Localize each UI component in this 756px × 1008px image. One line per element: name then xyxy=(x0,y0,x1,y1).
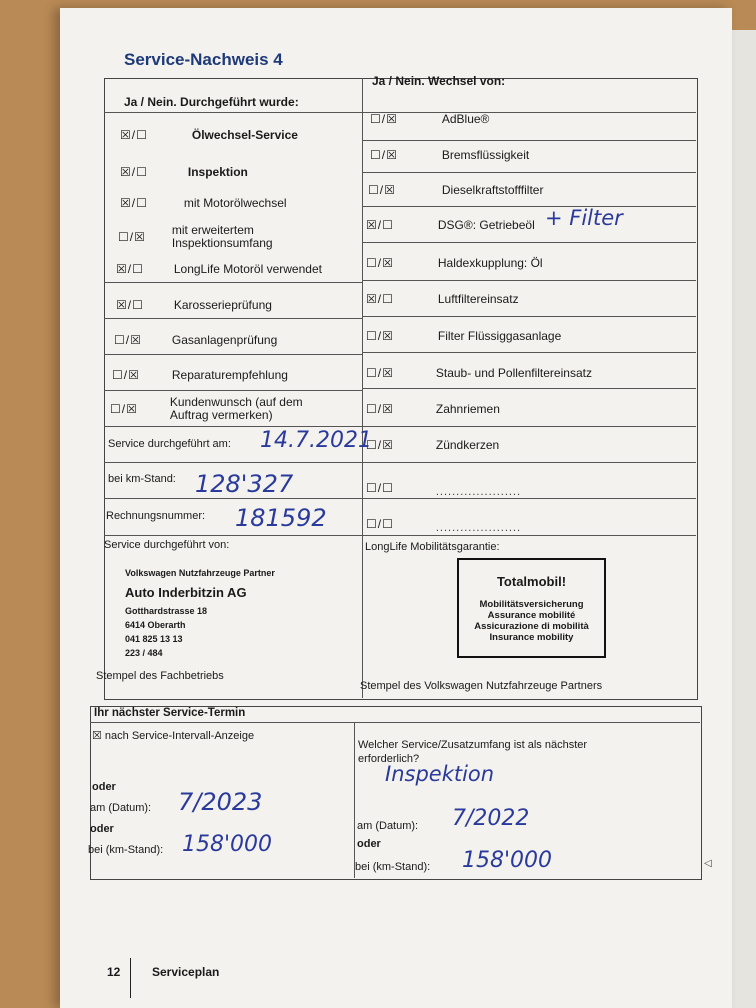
next-column-divider xyxy=(354,722,355,878)
item-label: AdBlue® xyxy=(441,111,490,126)
left-item-1 xyxy=(120,165,248,179)
right-item-7 xyxy=(366,366,592,380)
stamp-line: Insurance mobility xyxy=(489,632,574,643)
item-label: Filter Flüssiggasanlage xyxy=(437,328,562,343)
right-item-2 xyxy=(368,183,543,197)
item-label: ..................... xyxy=(435,486,522,498)
item-label: Reparaturempfehlung xyxy=(171,367,288,382)
checkbox-pair[interactable]: ☐/☒ xyxy=(366,402,394,416)
checkbox-pair[interactable]: ☒/☐ xyxy=(366,218,394,232)
left-header: Ja / Nein. Durchgeführt wurde: xyxy=(124,95,299,109)
right-item-9 xyxy=(366,438,499,452)
stamp-line: Assicurazione di mobilità xyxy=(474,621,589,632)
right-item-3 xyxy=(366,218,535,232)
dealer-name: Auto Inderbitzin AG xyxy=(125,585,247,600)
item-label: mit Motorölwechsel xyxy=(183,195,287,210)
item-label: DSG®: Getriebeöl xyxy=(437,217,535,232)
next-date-right-label: am (Datum): xyxy=(357,820,419,832)
checkbox-pair[interactable]: ☐/☒ xyxy=(368,183,396,197)
which-service-handwritten: Inspektion xyxy=(385,762,495,786)
dealer-line: Volkswagen Nutzfahrzeuge Partner xyxy=(125,568,275,578)
checkbox-pair[interactable]: ☐/☒ xyxy=(118,230,146,244)
item-label: Staub- und Pollenfiltereinsatz xyxy=(435,365,592,380)
item-label: LongLife Motoröl verwendet xyxy=(173,261,322,276)
page-number: 12 xyxy=(107,965,121,979)
left-item-7 xyxy=(112,368,288,382)
next-km-right-handwritten: 158'000 xyxy=(462,848,553,873)
checkbox-pair[interactable]: ☐/☒ xyxy=(112,368,140,382)
row-rule xyxy=(104,282,362,283)
right-item-1 xyxy=(370,148,529,162)
mobility-label: LongLife Mobilitätsgarantie: xyxy=(365,541,500,553)
right-item-10 xyxy=(366,476,521,499)
dealer-stamp xyxy=(125,566,275,660)
oder-1: oder xyxy=(92,781,116,793)
next-km-left-handwritten: 158'000 xyxy=(182,832,273,857)
item-label: mit erweitertem Inspektionsumfang xyxy=(171,223,273,250)
invoice-label: Rechnungsnummer: xyxy=(106,510,206,522)
row-rule xyxy=(362,172,696,173)
checkbox-pair[interactable]: ☐/☒ xyxy=(370,112,398,126)
checkbox-pair[interactable]: ☐/☒ xyxy=(370,148,398,162)
next-header-rule xyxy=(90,722,700,723)
left-item-0 xyxy=(120,128,298,142)
checkbox-pair[interactable]: ☒/☐ xyxy=(116,298,144,312)
right-header: Ja / Nein. Wechsel von: xyxy=(372,74,506,88)
row-rule xyxy=(362,206,696,207)
checkbox-pair[interactable]: ☐/☒ xyxy=(366,329,394,343)
row-rule xyxy=(104,318,362,319)
item-label: Zahnriemen xyxy=(435,401,500,416)
checkbox-pair[interactable]: ☒/☐ xyxy=(366,292,394,306)
item-label: Bremsflüssigkeit xyxy=(441,147,530,162)
row-rule xyxy=(362,388,696,389)
item-label: Luftfiltereinsatz xyxy=(437,291,519,306)
oder-2: oder xyxy=(90,823,114,835)
left-item-5 xyxy=(116,298,272,312)
next-date-left-label: am (Datum): xyxy=(90,802,152,814)
item-label: Gasanlagenprüfung xyxy=(171,332,278,347)
stamp-brand: Totalmobil! xyxy=(496,574,567,589)
row-rule xyxy=(362,352,696,353)
checkbox-pair[interactable]: ☐/☒ xyxy=(366,438,394,452)
checkbox-pair[interactable]: ☐/☐ xyxy=(366,516,394,531)
next-km-left-label: bei (km-Stand): xyxy=(88,844,164,856)
checkbox-pair[interactable]: ☒/☐ xyxy=(120,196,148,210)
row-rule xyxy=(362,242,696,243)
stamp-right-label: Stempel des Volkswagen Nutzfahrzeuge Partners xyxy=(360,680,603,692)
right-item-11 xyxy=(366,512,521,535)
next-interval-option[interactable]: ☒ nach Service-Intervall-Anzeige xyxy=(92,730,255,742)
right-item-0 xyxy=(370,112,489,126)
row-rule xyxy=(104,390,362,391)
checkbox-pair[interactable]: ☒/☐ xyxy=(120,128,148,142)
next-km-right-label: bei (km-Stand): xyxy=(355,861,431,873)
dealer-line: 223 / 484 xyxy=(125,648,163,658)
dealer-line: 6414 Oberarth xyxy=(125,620,186,630)
checkbox-pair[interactable]: ☐/☒ xyxy=(110,402,138,416)
right-item-4 xyxy=(366,256,543,270)
footer-divider xyxy=(130,958,131,998)
left-item-8 xyxy=(110,396,350,422)
right-item-6 xyxy=(366,329,561,343)
left-item-2 xyxy=(120,196,287,210)
checkbox-pair[interactable]: ☐/☐ xyxy=(366,480,394,495)
item-label: Zündkerzen xyxy=(435,437,500,452)
performed-by-label: Service durchgeführt von: xyxy=(104,539,230,551)
item-label: Inspektion xyxy=(187,164,248,179)
next-date-right-handwritten: 7/2022 xyxy=(452,806,530,831)
km-handwritten: 128'327 xyxy=(195,470,294,498)
km-label: bei km-Stand: xyxy=(108,473,176,485)
item-label: Kundenwunsch (auf dem Auftrag vermerken) xyxy=(169,395,303,422)
page-title: Service-Nachweis 4 xyxy=(124,50,283,69)
checkbox-pair[interactable]: ☐/☒ xyxy=(366,366,394,380)
checkbox-pair[interactable]: ☐/☒ xyxy=(366,256,394,270)
right-item-5 xyxy=(366,292,519,306)
next-date-left-handwritten: 7/2023 xyxy=(178,788,263,816)
checkbox-pair[interactable]: ☒/☐ xyxy=(120,165,148,179)
row-rule xyxy=(362,316,696,317)
row-rule xyxy=(362,280,696,281)
next-service-header: Ihr nächster Service-Termin xyxy=(94,707,246,719)
row-rule xyxy=(104,426,696,427)
footer-title: Serviceplan xyxy=(152,965,220,979)
row-rule xyxy=(362,140,696,141)
item-label: Dieselkraftstofffilter xyxy=(441,182,544,197)
oder-3: oder xyxy=(357,838,381,850)
stamp-line: Assurance mobilité xyxy=(487,610,576,621)
left-item-6 xyxy=(114,333,277,347)
item-label: Ölwechsel-Service xyxy=(191,127,298,142)
left-item-3 xyxy=(118,224,318,250)
row-rule xyxy=(104,535,696,536)
dsg-note-handwritten: + Filter xyxy=(545,206,623,230)
service-date-label: Service durchgeführt am: xyxy=(108,438,231,450)
row-rule xyxy=(104,354,362,355)
dealer-line: Gotthardstrasse 18 xyxy=(125,606,208,616)
item-label: Karosserieprüfung xyxy=(173,297,272,312)
which-service-label: Welcher Service/Zusatzumfang ist als nächster erforderlich? xyxy=(358,739,588,765)
triangle-marker-icon: ◁ xyxy=(704,858,712,869)
service-date-handwritten: 14.7.2021 xyxy=(260,428,372,453)
totalmobil-stamp xyxy=(457,558,606,658)
item-label: Haldexkupplung: Öl xyxy=(437,255,543,270)
checkbox-pair[interactable]: ☐/☒ xyxy=(114,333,142,347)
left-item-4 xyxy=(116,262,322,276)
stamp-line: Mobilitätsversicherung xyxy=(479,599,584,610)
stamp-text xyxy=(459,599,604,643)
stamp-left-label: Stempel des Fachbetriebs xyxy=(96,670,224,682)
invoice-handwritten: 181592 xyxy=(235,504,327,532)
checkbox-pair[interactable]: ☒/☐ xyxy=(116,262,144,276)
right-item-8 xyxy=(366,402,500,416)
dealer-line: 041 825 13 13 xyxy=(125,634,183,644)
item-label: ..................... xyxy=(435,522,522,534)
row-rule xyxy=(104,462,696,463)
